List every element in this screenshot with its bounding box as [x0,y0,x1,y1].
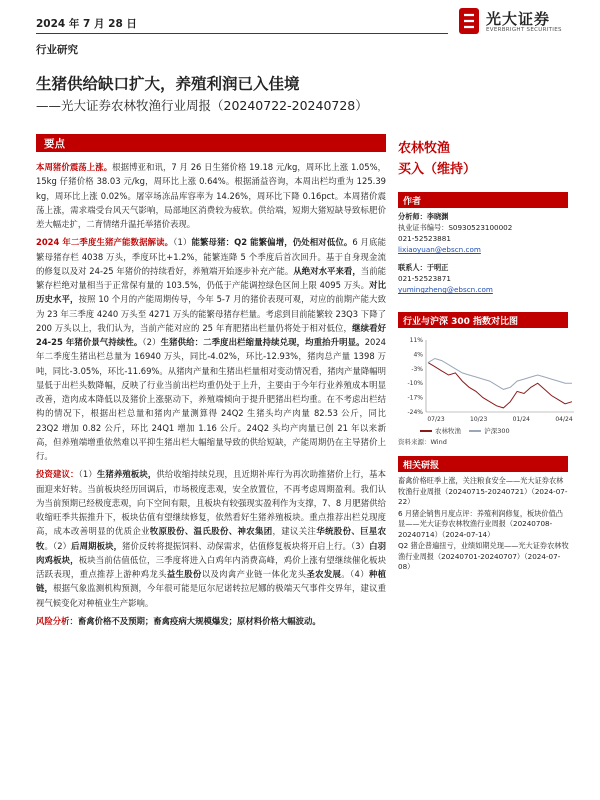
report-date: 2024 年 7 月 28 日 [36,18,137,30]
y-tick-label: -3% [411,365,423,373]
bold-fragment: 对比历史水平， [36,280,386,305]
paragraph-investment [36,467,386,610]
paragraph-price [36,160,386,231]
main-body [36,160,386,632]
text-fragment: ，建议关注 [272,526,317,537]
text-fragment: （3） [350,540,370,551]
x-tick-label: 10/23 [470,416,488,423]
related-report[interactable]: 畜禽价格旺季上涨，关注粮食安全——光大证券农林牧渔行业周报（20240715-20240721）（2024-07-22） [398,476,568,506]
paragraph-capacity [36,235,386,463]
header-divider [36,33,448,34]
logo-subtext: EVERBRIGHT SECURITIES [486,27,562,33]
text-fragment: 。（4） [341,569,369,579]
bold-fragment: 益生股份 [166,569,202,579]
related-label: 相关研报 [403,461,440,471]
bold-fragment: 继续看好 24-25 年猪价景气持续性。 [36,322,386,347]
contact-name: 联系人：于明正 [398,263,449,272]
legend-label-2: 沪深300 [484,427,510,435]
chart-source: 资料来源：Wind [398,438,447,446]
analyst-email[interactable]: lixiaoyuan@ebscn.com [398,245,481,254]
y-tick-label: 11% [409,337,423,344]
related-reports [398,476,570,574]
industry-name: 农林牧渔 [398,141,451,156]
related-report[interactable]: 6 月猪企销售月度点评：养殖利润修复，板块价值凸显——光大证券农林牧渔行业周报（20240708-20240714）（2024-07-14） [398,508,563,539]
authors-header [398,192,568,208]
section-header-key-points [36,134,386,152]
contact-phone: 021-52523871 [398,274,451,283]
section-label: 要点 [44,138,65,150]
text-fragment: 板块当前估值低位，三季度将进入白鸡年内消费高峰，鸡价上涨有望继续催化板块活跃表现，重点推荐上游种鸡龙头 [36,554,386,579]
text-fragment: 6 月底能繁母猪存栏 4038 万头，季度环比+1.2%，能繁连降 5 个季度后首次回升。基于自身现金流的修复以及对 24-25 年猪价的持续看好，养殖端开始逐步补充产能。 [36,237,386,276]
text-risk: 畜禽价格不及预期；畜禽疫病大规模爆发；原材料价格大幅波动。 [77,615,321,626]
rating: 买入（维持） [398,162,477,177]
bold-fragment: 从绝对水平来看， [293,265,361,276]
x-tick-label: 04/24 [555,416,573,423]
bold-fragment: 圣农发展 [306,569,342,579]
legend-swatch-2 [469,430,481,432]
related-report[interactable]: Q2 猪企普遍扭亏，业绩如期兑现——光大证券农林牧渔行业周报（20240701-20240707）（2024-07-08） [398,541,569,571]
author-analyst [398,211,568,255]
text-fragment: 按照 10 个月的产能周期传导，今年 5-7 月的猪价表现可观，对应的前期产能大致为 23 年三季度 4240 万头至 4271 万头的能繁母猪存栏量。考虑到目前能繁较 23Q3 下降了 200 万头以上，我们认为，当前产能对应的 25 年育肥猪出栏量仍将处于相对低位， [36,294,387,333]
text-fragment: 根据气象监测机构预测，今年很可能是厄尔尼诺转拉尼娜的极端天气事件交界年，建议重视气候变化对种植业生产影响。 [36,583,387,608]
bold-fragment: 牧原股份、温氏股份、神农集团 [149,526,273,537]
logo-text: 光大证券 [486,10,551,28]
chart-label: 行业与沪深 300 指数对比图 [403,317,519,327]
text-fragment: 。 [44,540,53,551]
bold-fragment: 能繁母猪：Q2 能繁偏增，仍处相对低位。 [191,237,353,248]
legend-swatch-1 [420,430,432,432]
y-tick-label: 4% [413,351,423,359]
lead-price: 本周猪价震荡上涨。 [36,162,113,172]
authors-label: 作者 [403,197,422,207]
chart-header [398,312,568,328]
page-title: 生猪供给缺口扩大，养殖利润已入佳境 [36,75,300,93]
page-subtitle: ——光大证券农林牧渔行业周报（20240722-20240728） [36,98,368,113]
text-fragment: （2） [52,540,72,551]
report-category: 行业研究 [36,44,78,56]
x-tick-label: 01/24 [512,416,530,423]
analyst-cert: 执业证书编号：S0930523100002 [398,223,513,232]
y-tick-label: -24% [407,409,423,416]
bold-fragment: 生猪养殖板块， [96,469,157,480]
text-fragment: 以及肉禽产业链一体化龙头 [201,569,307,579]
paragraph-risk [36,614,386,628]
logo-icon [456,6,482,36]
index-comparison-chart [398,334,578,430]
lead-investment: 投资建议： [36,469,79,480]
x-tick-label: 07/23 [427,416,445,423]
bold-fragment: 华统股份、巨星农牧 [36,526,387,551]
logo [456,6,586,40]
author-contact [398,262,568,295]
text-fragment: （1） [173,237,192,248]
contact-email[interactable]: yumingzheng@ebscn.com [398,285,493,294]
chart-legend [420,426,510,435]
bold-fragment: 白羽肉鸡板块， [36,540,387,565]
legend-label-1: 农林牧渔 [435,427,461,435]
text-fragment: 2024 年二季度生猪出栏总量为 16940 万头，同比-4.02%，环比-12.93%，猪肉总产量 1398 万吨，同比-3.05%，环比-11.69%。从猪肉产量和生猪出栏量相对变动情况看，猪肉产量降幅明显低于出栏头数降幅，反映了行业当前出栏均重仍处于上升，主要由于今年行业养殖成本明显改善，造肉成本降低以及猪价上涨驱动下，养殖端倾向于提升肥猪出栏均重。在不考虑出栏结构的情况下，根据出栏总量和猪肉产量测算得 24Q2 生猪头均产肉量 82.53 公斤，同比 23Q2 增加 0.82 公斤，环比 24Q1 增加 1.16 公斤。24Q2 头均产肉量已创 21 年以来新高，但养殖端增重依然难以平抑生猪出栏大幅缩量导致的供给短缺，产能周期仍在主导猪价上行。 [36,337,387,461]
lead-capacity: 2024 年二季度生猪产能数据解读。 [36,237,174,248]
y-tick-label: -10% [407,380,423,388]
lead-risk: 风险分析： [36,615,78,626]
series-line-2 [428,359,572,390]
text-fragment: 当前能繁存栏绝对量相当于正常保有量的 103.5%，仍低于产能调控绿色区间上限 4095 万头。 [36,265,387,290]
related-header [398,456,568,472]
bold-fragment: 后周期板块， [71,540,123,551]
y-tick-label: -17% [407,394,423,402]
bold-fragment: 生猪供给：二季度出栏缩量持续兑现，均重抬升明显。 [160,337,365,347]
analyst-name: 分析师：李晓渊 [398,212,449,221]
text-fragment: 供给收缩持续兑现，且近期补库行为再次助推猪价上行，基本面迎来好转。当前板块经历回调后，市场极度悲观，安全放置位，不再考虑周期盈利。我们认为当前预期已经极度悲观，向下空间有限，且板块有较强现实盈利作为支撑，7、8 月肥猪供给收缩旺季共振推升下，板块估值有望继续修复，依然看好生猪养殖板块。重点推荐出栏兑现度高，成本改善明显的优质企业 [36,469,387,537]
text-fragment: （2） [142,337,161,347]
analyst-phone: 021-52523881 [398,234,451,243]
text-fragment: 猪价反转将提振饲料、动保需求，估值修复板块将开启上行。 [122,540,351,551]
text-price: 根据博亚和讯，7 月 26 日生猪价格 19.18 元/kg，周环比上涨 1.05%，15kg 仔猪价格 38.03 元/kg，周环比上涨 0.64%。根据涌益咨询，本周出栏均重为 125.39 kg，周环比上涨 0.02%。屠宰场冻品库容率为 14.26%，周环比下降 0.16pct。本周猪价震荡上涨，需求端受台风天气影响，局部地区消费较为疲软。供给端，短期大猪短缺导致标肥价差大幅走扩，二育情绪升温托举猪价表现。 [36,162,387,229]
series-line-1 [428,363,572,408]
bold-fragment: 种植链， [36,569,387,594]
text-fragment: （1） [78,469,97,480]
